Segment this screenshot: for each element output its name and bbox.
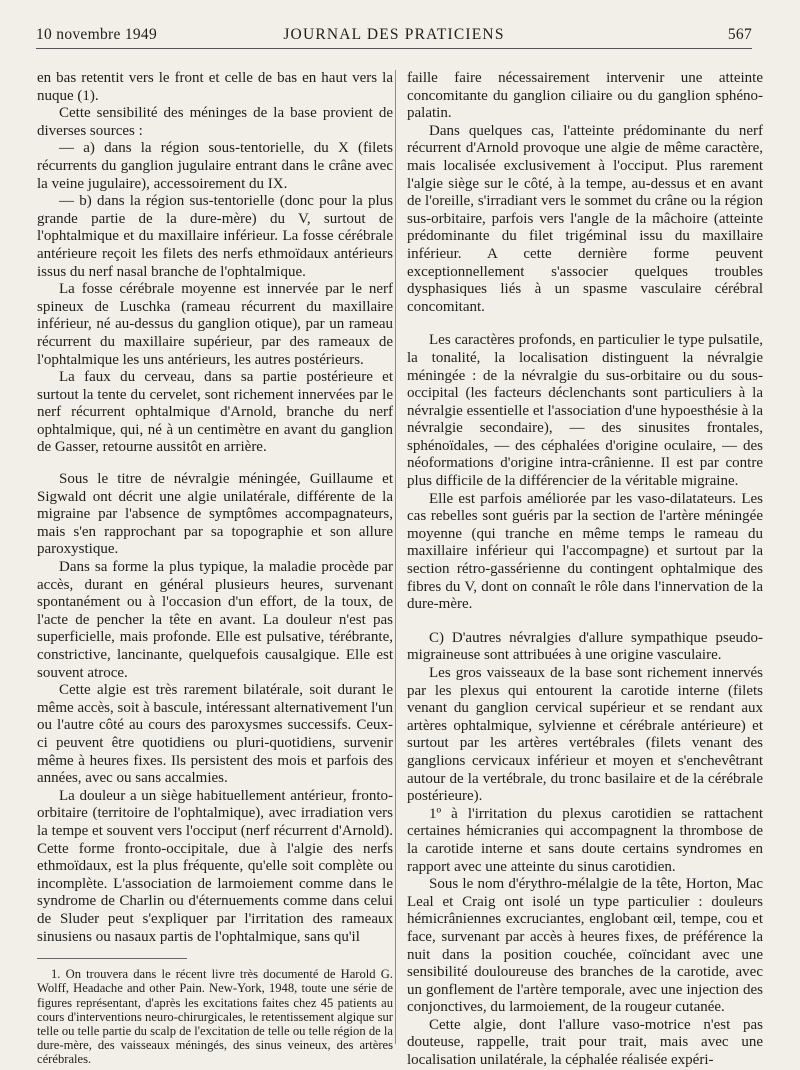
issue-date: 10 novembre 1949 bbox=[36, 26, 158, 43]
column-divider bbox=[395, 70, 396, 1044]
running-header bbox=[36, 26, 752, 48]
page-number: 567 bbox=[727, 26, 752, 43]
header-rule bbox=[36, 48, 752, 49]
paragraph: Cette sensibilité des méninges de la base provient de diverses sources : bbox=[37, 105, 393, 139]
paragraph: faille faire nécessairement intervenir une atteinte concomitante du ganglion ciliaire ou du ganglion sphéno-palatin. bbox=[407, 70, 763, 122]
paragraph: La fosse cérébrale moyenne est innervée par le nerf spineux de Luschka (rameau récurrent du maxillaire inférieur, né au-dessus du ganglion otique), par un rameau récurrent du maxillaire supérieur, par des rameaux de l'ophtalmique les uns antérieurs, les autres postérieurs. bbox=[37, 281, 393, 368]
paragraph: Cette algie, dont l'allure vaso-motrice n'est pas douteuse, rappelle, trait pour trait, mais avec une localisation unilatérale, la céphalée réalisée expéri- bbox=[407, 1016, 763, 1069]
paragraph: La faux du cerveau, dans sa partie postérieure et surtout la tente du cervelet, sont richement innervées par le nerf récurrent ophtalmique d'Arnold, branche du nerf ophtalmique, qui, né à un centimètre en avant du ganglion de Gasser, retourne aussitôt en arrière. bbox=[37, 369, 393, 456]
paragraph: — b) dans la région sus-tentorielle (donc pour la plus grande partie de la dure-mère) du V, surtout de l'ophtalmique et du maxillaire inférieur. La fosse cérébrale antérieure reçoit les filets des nerfs ethmoïdaux antérieurs issus du nerf nasal branche de l'ophtalmique. bbox=[37, 193, 393, 280]
paragraph: Elle est parfois améliorée par les vaso-dilatateurs. Les cas rebelles sont guéris par la section de l'artère méningée moyenne (qui tranche en même temps le rameau du maxillaire inférieur qui l'accompagne) et surtout par la section rétro-gassérienne du contingent ophtalmique des fibres du V, dont on connaît le rôle dans l'innervation de la dure-mère. bbox=[407, 490, 763, 613]
paragraph: en bas retentit vers le front et celle de bas en haut vers la nuque (1). bbox=[37, 70, 393, 104]
paragraph: La douleur a un siège habituellement antérieur, fronto-orbitaire (territoire de l'ophtalmique), avec irradiation vers la tempe et souvent vers l'occiput (nerf récurrent d'Arnold). Cette forme fronto-occipitale, due à l'algie des nerfs ethmoïdaux, est la plus fréquente, qu'elle soit complète ou incomplète. L'association de larmoiement comme dans le syndrome de Charlin ou d'éternuements comme dans celui de Sluder peut s'expliquer par l'irritation des rameaux sinusiens ou nasaux partis de l'ophtalmique, sans qu'il bbox=[37, 787, 393, 945]
footnote: 1. On trouvera dans le récent livre très documenté de Harold G. Wolff, Headache and other Pain. New-York, 1948, toute une série de figures représentant, d'après les excitations faites chez 45 patients au cours d'interventions neuro-chirurgicales, le retentissement algique sur telle ou telle partie du scalp de l'excitation de telle ou telle région de la dure-mère, des vaisseaux méningés, des sinus veineux, des artères cérébrales. bbox=[37, 967, 393, 1067]
paragraph: Dans quelques cas, l'atteinte prédominante du nerf récurrent d'Arnold provoque une algie de même caractère, mais localisée exclusivement à l'occiput. Plus rarement l'algie siège sur le côté, à la tempe, au-dessus et en avant de l'oreille, s'irradiant vers le sommet du crâne ou la région sus-orbitaire, parfois vers l'angle de la mâchoire (atteinte prédominante du filet trigéminal issu du maxillaire inférieur. A cette dernière forme peuvent exceptionnellement s'associer quelques troubles dysphasiques liés à un spasme vasculaire cérébral concomitant. bbox=[407, 122, 763, 315]
paragraph: C) D'autres névralgies d'allure sympathique pseudo-migraineuse sont attribuées à une origine vasculaire. bbox=[407, 629, 763, 664]
paragraph: Cette algie est très rarement bilatérale, soit durant le même accès, soit à bascule, intéressant alternativement l'un ou l'autre côté au cours des paroxysmes successifs. Ceux-ci peuvent être quotidiens ou pluri-quotidiens, survenir même à heures fixes. Ils persistent des mois et parfois des années, avec ou sans accalmies. bbox=[37, 682, 393, 787]
paragraph: Sous le nom d'érythro-mélalgie de la tête, Horton, Mac Leal et Craig ont isolé un type particulier : douleurs hémicrâniennes excruciantes, englobant œil, tempe, cou et face, survenant par accès à heures fixes, de préférence la nuit dans la position couchée, coïncidant avec une sensibilité douloureuse des branches de la carotide, avec un gonflement de l'artère temporale, avec une injection des conjonctives, du larmoiement, de la rougeur cutanée. bbox=[407, 876, 763, 1016]
journal-title: JOURNAL DES PRATICIENS bbox=[283, 26, 505, 43]
paragraph: Les gros vaisseaux de la base sont richement innervés par les plexus qui entourent la carotide interne (filets venant du ganglion cervical supérieur et se rendant aux artères ophtalmique, sylvienne et cérébrale antérieure) et surtout par les artères vertébrales (filets venant des ganglions cervicaux inférieur et moyen et s'enchevêtrant autour de la vertébrale, du tronc basilaire et de la cérébrale postérieure). bbox=[407, 665, 763, 805]
paragraph: Dans sa forme la plus typique, la maladie procède par accès, durant en général plusieurs heures, survenant spontanément ou à l'occasion d'un effort, de la toux, de l'acte de pencher la tête en avant. La douleur n'est pas superficielle, mais profonde. Elle est pulsative, térébrante, constrictive, lancinante, quelquefois causalgique. Elle est souvent atroce. bbox=[37, 559, 393, 681]
paragraph: Sous le titre de névralgie méningée, Guillaume et Sigwald ont décrit une algie unilatérale, différente de la migraine par l'absence de symptômes accompagnateurs, mais s'en rapprochant par sa topographie et son allure paroxystique. bbox=[37, 471, 393, 558]
paragraph: — a) dans la région sous-tentorielle, du X (filets récurrents du ganglion jugulaire entrant dans le crâne avec la veine jugulaire), accessoirement du IX. bbox=[37, 140, 393, 192]
footnote-rule bbox=[37, 958, 187, 959]
right-column bbox=[407, 70, 763, 1070]
paragraph: 1º à l'irritation du plexus carotidien se rattachent certaines hémicranies qui accompagnent la thrombose de la carotide interne et sans doute certains syndromes en rapport avec une atteinte du sinus carotidien. bbox=[407, 805, 763, 875]
paragraph: Les caractères profonds, en particulier le type pulsatile, la tonalité, la localisation distinguent la névralgie méningée : de la névralgie du sus-orbitaire ou du sous-occipital (les facteurs déclenchants sont particuliers à la névralgie essentielle et l'association d'une hypoesthésie à la névralgie secondaire), — des sinusites frontales, sphénoïdales, — des céphalées d'origine oculaire, — des néoformations d'origine intra-crânienne. Il est par contre plus difficile de la différencier de la véritable migraine. bbox=[407, 332, 763, 490]
left-column bbox=[37, 70, 393, 1067]
